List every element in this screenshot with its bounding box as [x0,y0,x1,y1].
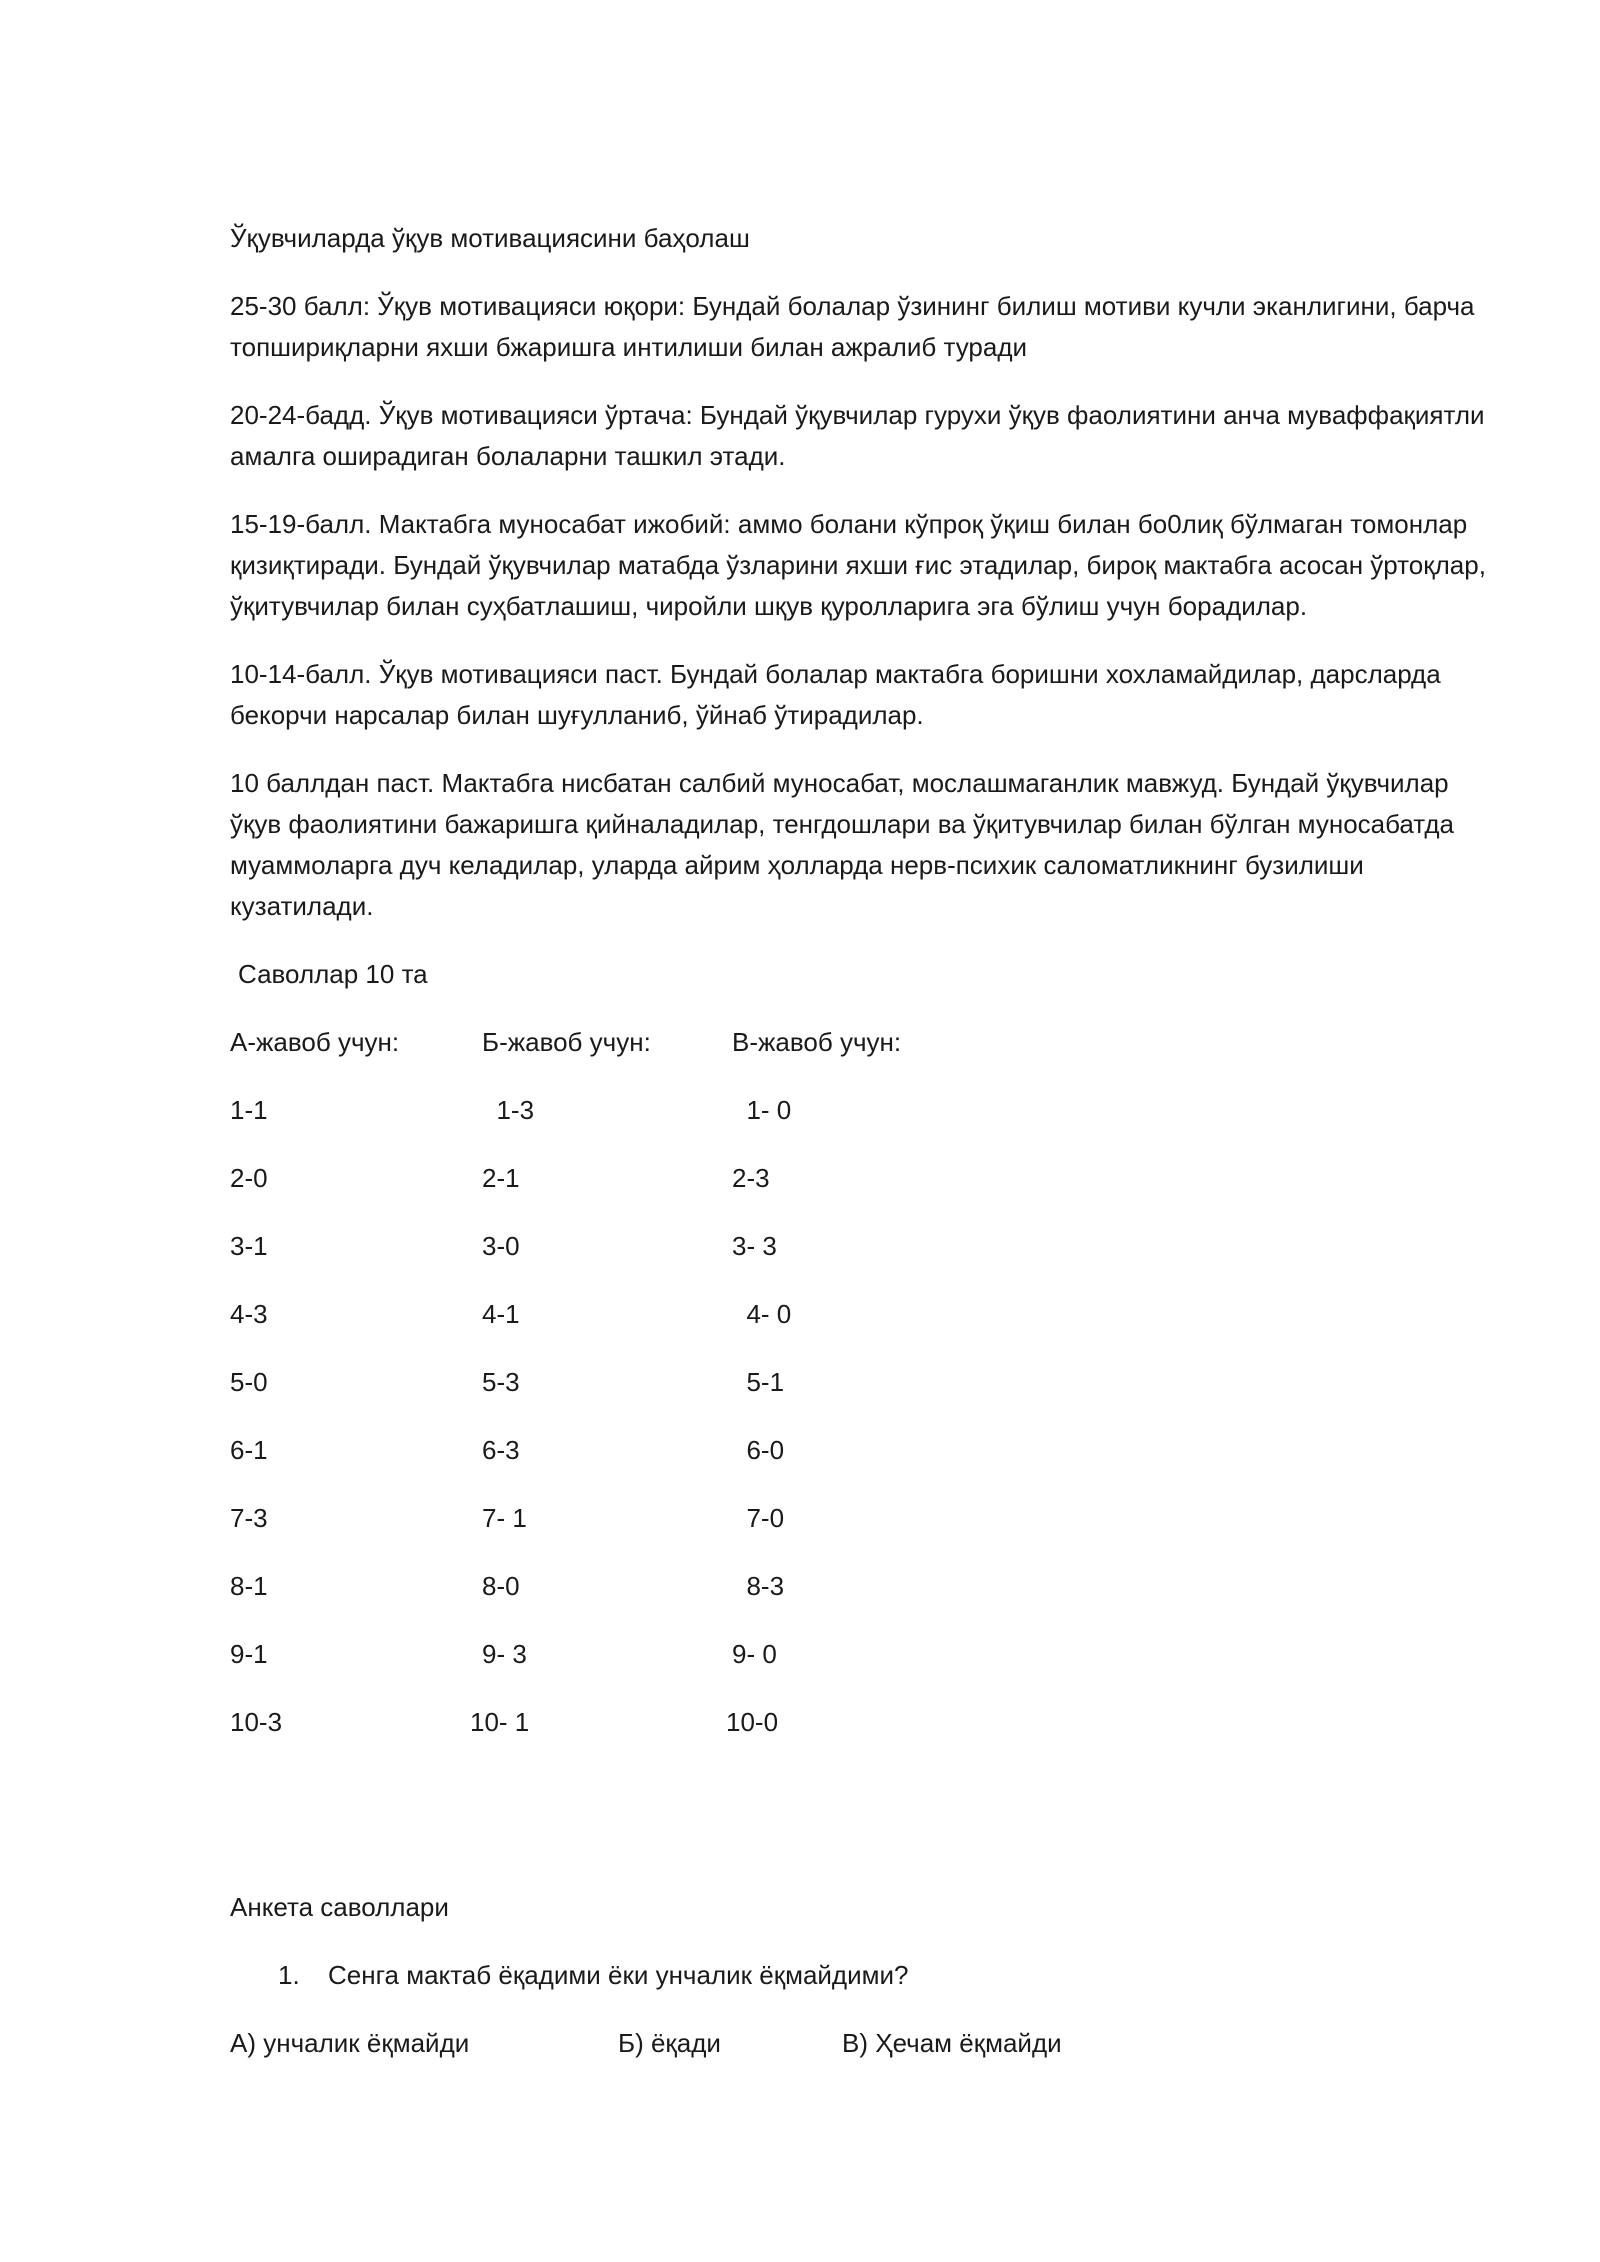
answer-key-row [230,1362,1130,1403]
option-b: Б) ёқади [618,2028,721,2058]
cell-answer-a: 4-3 [230,1299,268,1329]
paragraph-score-15-19: 15-19-балл. Мактабга муносабат ижобий: аммо болани кўпроқ ўқиш билан бо0лиқ бўлмаган томонлар қизиқтиради. Бундай ўқувчилар матабда ўзларини яхши ғис этадилар, бироқ мактабга асосан ўртоқлар, ўқитувчилар билан суҳбатлашиш, чиройли шқув қуролларига эга бўлиш учун борадилар. [230,509,1486,621]
cell-answer-a: 10-3 [230,1707,283,1737]
answer-key-row [230,1226,1130,1267]
cell-answer-b: 9- 3 [482,1639,527,1669]
cell-answer-v: 6-0 [732,1435,785,1465]
cell-answer-v: 10-0 [726,1707,779,1737]
answer-key-row [230,1702,1130,1743]
cell-answer-b: 2-1 [482,1163,520,1193]
cell-answer-a: 7-3 [230,1503,268,1533]
cell-answer-a: 9-1 [230,1639,268,1669]
option-a: А) унчалик ёқмайди [230,2028,470,2058]
cell-answer-a: 2-0 [230,1163,268,1193]
cell-answer-b: 7- 1 [482,1503,527,1533]
header-answer-a: А-жавоб учун: [230,1027,400,1057]
cell-answer-a: 5-0 [230,1367,268,1397]
document-title: Ўқувчиларда ўқув мотивациясини баҳолаш [230,223,750,253]
paragraph-score-10-14: 10-14-балл. Ўқув мотивацияси паст. Бундай болалар мактабга боришни хохламайдилар, дарсларда бекорчи нарсалар билан шуғулланиб, ўйнаб ўтирадилар. [230,659,1441,730]
answer-key-row [230,1090,1130,1131]
answer-key-row [230,1158,1130,1199]
cell-answer-b: 6-3 [482,1435,520,1465]
cell-answer-b: 1-3 [482,1095,535,1125]
answer-key-row [230,1566,1130,1607]
paragraph-score-25-30: 25-30 балл: Ўқув мотивацияси юқори: Бундай болалар ўзининг билиш мотиви кучли эканлигини, барча топшириқларни яхши бжаришга интилиши билан ажралиб туради [230,291,1475,362]
cell-answer-v: 4- 0 [732,1299,792,1329]
cell-answer-a: 6-1 [230,1435,268,1465]
cell-answer-b: 8-0 [482,1571,520,1601]
paragraph-score-below-10: 10 баллдан паст. Мактабга нисбатан салбий муносабат, мослашмаганлик мавжуд. Бундай ўқувчилар ўқув фаолиятини бажаришга қийналадилар, тенгдошлари ва ўқитувчилар билан бўлган муносабатда муаммоларга дуч келадилар, уларда айрим ҳолларда нерв-психик саломатликнинг бузилиши кузатилади. [230,768,1454,921]
header-answer-b: Б-жавоб учун: [482,1027,651,1057]
question-text: Сенга мактаб ёқадими ёки унчалик ёқмайдими? [328,1960,909,1990]
option-v: В) Ҳечам ёқмайди [842,2028,1062,2058]
cell-answer-b: 5-3 [482,1367,520,1397]
question-options [230,2023,1500,2064]
answer-key-row [230,1430,1130,1471]
survey-question [230,1955,1500,1996]
questions-count: Саволлар 10 та [238,959,428,989]
header-answer-v: В-жавоб учун: [732,1027,902,1057]
cell-answer-v: 7-0 [732,1503,785,1533]
cell-answer-b: 10- 1 [470,1707,530,1737]
paragraph-score-20-24: 20-24-бадд. Ўқув мотивацияси ўртача: Бундай ўқувчилар гурухи ўқув фаолиятини анча муваффақиятли амалга оширадиган болаларни ташкил этади. [230,400,1485,471]
cell-answer-v: 9- 0 [732,1639,777,1669]
cell-answer-a: 8-1 [230,1571,268,1601]
question-number: 1. [278,1960,300,1990]
cell-answer-v: 2-3 [732,1163,770,1193]
answer-key-row [230,1294,1130,1335]
cell-answer-v: 8-3 [732,1571,785,1601]
document-body [230,218,1500,2064]
answer-key-header-row [230,1022,1130,1063]
answer-key-row [230,1498,1130,1539]
cell-answer-v: 3- 3 [732,1231,777,1261]
cell-answer-b: 3-0 [482,1231,520,1261]
cell-answer-b: 4-1 [482,1299,520,1329]
survey-title: Анкета саволлари [230,1892,449,1922]
spacer [230,1782,1500,1887]
cell-answer-a: 1-1 [230,1095,268,1125]
answer-key-table [230,1022,1500,1782]
cell-answer-a: 3-1 [230,1231,268,1261]
answer-key-row [230,1634,1130,1675]
cell-answer-v: 1- 0 [732,1095,792,1125]
cell-answer-v: 5-1 [732,1367,785,1397]
